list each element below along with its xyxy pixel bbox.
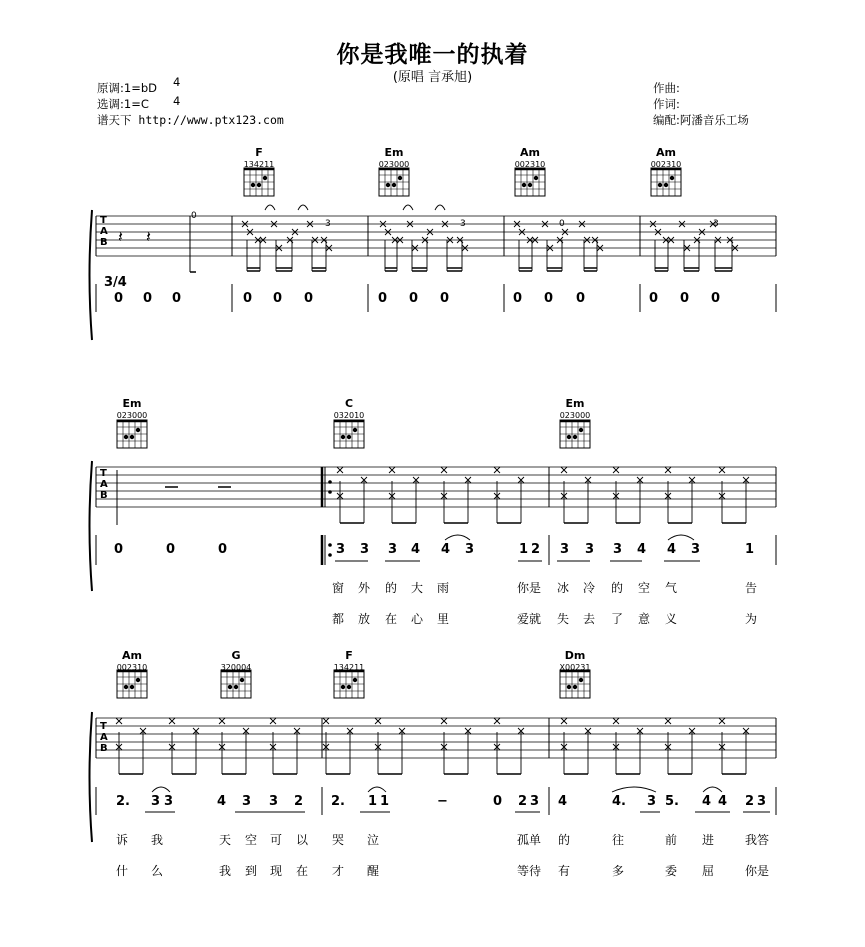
fret-mark: 0: [191, 211, 197, 221]
chord-name: F: [255, 146, 263, 159]
chord-label: Em 023000: [559, 397, 591, 420]
arranger: 编配:阿潘音乐工场: [653, 113, 749, 127]
chord-dot: [353, 428, 357, 432]
original-key: 原调:1=bD: [97, 81, 157, 95]
fret-mark: 3: [713, 219, 719, 229]
chord-dot: [528, 183, 532, 187]
chord-label: G 320004: [220, 649, 252, 672]
chord-dot: [579, 428, 583, 432]
chord-dot: [130, 685, 134, 689]
chord-dot: [263, 176, 267, 180]
repeat-dot: [328, 543, 332, 547]
chord-dot: [579, 678, 583, 682]
chord-dot: [658, 183, 662, 187]
chord-dot: [257, 183, 261, 187]
chord-dot: [136, 678, 140, 682]
chord-dot: [664, 183, 668, 187]
chord-name: Em: [384, 146, 404, 159]
selected-key: 选调:1=C: [97, 97, 149, 111]
chord-name: Am: [520, 146, 540, 159]
chord-dot: [347, 435, 351, 439]
tie: [703, 787, 722, 792]
rest-symbol: 𝄽: [118, 227, 123, 246]
chord-dot: [234, 685, 238, 689]
tab-label: T A B: [100, 468, 108, 501]
song-subtitle: (原唱 言承旭): [392, 70, 473, 85]
chord-dot: [228, 685, 232, 689]
tab-label: T A B: [100, 215, 108, 248]
chord-label: Am 002310: [116, 649, 148, 672]
chord-dot: [130, 435, 134, 439]
chord-dot: [353, 678, 357, 682]
chord-dot: [398, 176, 402, 180]
system-brace: [90, 210, 93, 340]
chord-dot: [124, 685, 128, 689]
lyricist: 作词:: [653, 97, 680, 111]
song-title: 你是我唯一的执着: [336, 42, 529, 68]
chord-dot: [573, 685, 577, 689]
tie: [445, 535, 470, 540]
chord-dot: [567, 685, 571, 689]
tie: [435, 205, 445, 210]
chord-dot: [392, 183, 396, 187]
rest-symbol: 𝄽: [146, 227, 151, 246]
time-signature: 3/4: [104, 275, 127, 290]
tie: [612, 787, 656, 792]
chord-dot: [124, 435, 128, 439]
chord-label: F 134211: [333, 649, 365, 672]
chord-label: Em 023000: [116, 397, 148, 420]
chord-dot: [136, 428, 140, 432]
repeat-dot: [328, 553, 332, 557]
system-brace: [90, 712, 93, 842]
chord-dot: [670, 176, 674, 180]
fret-mark: 3: [325, 219, 331, 229]
time-sig-bottom: 4: [173, 94, 181, 108]
tie: [668, 535, 694, 540]
chord-dot: [251, 183, 255, 187]
time-sig-top: 4: [173, 75, 181, 89]
tie: [152, 787, 170, 792]
tie: [298, 205, 308, 210]
chord-label: Dm X00231: [559, 649, 591, 672]
chord-dot: [240, 678, 244, 682]
fret-mark: 3: [460, 219, 466, 229]
tie: [265, 205, 275, 210]
repeat-dot: [328, 480, 332, 484]
site-link[interactable]: 谱天下 http://www.ptx123.com: [97, 113, 284, 127]
tie: [403, 205, 413, 210]
chord-dot: [534, 176, 538, 180]
chord-fingering: 023000: [378, 160, 410, 169]
chord-dot: [567, 435, 571, 439]
chord-dot: [347, 685, 351, 689]
fret-mark: 0: [559, 219, 565, 229]
composer: 作曲:: [653, 81, 680, 95]
chord-dot: [341, 435, 345, 439]
repeat-dot: [328, 490, 332, 494]
chord-dot: [341, 685, 345, 689]
chord-fingering: 002310: [650, 160, 682, 169]
chord-dot: [386, 183, 390, 187]
tab-label: T A B: [100, 721, 108, 754]
chord-label: C 032010: [333, 397, 365, 420]
system-brace: [90, 461, 93, 591]
chord-dot: [573, 435, 577, 439]
chord-dot: [522, 183, 526, 187]
chord-fingering: 134211: [243, 160, 275, 169]
chord-name: Am: [656, 146, 676, 159]
chord-fingering: 002310: [514, 160, 546, 169]
tie: [368, 787, 386, 792]
